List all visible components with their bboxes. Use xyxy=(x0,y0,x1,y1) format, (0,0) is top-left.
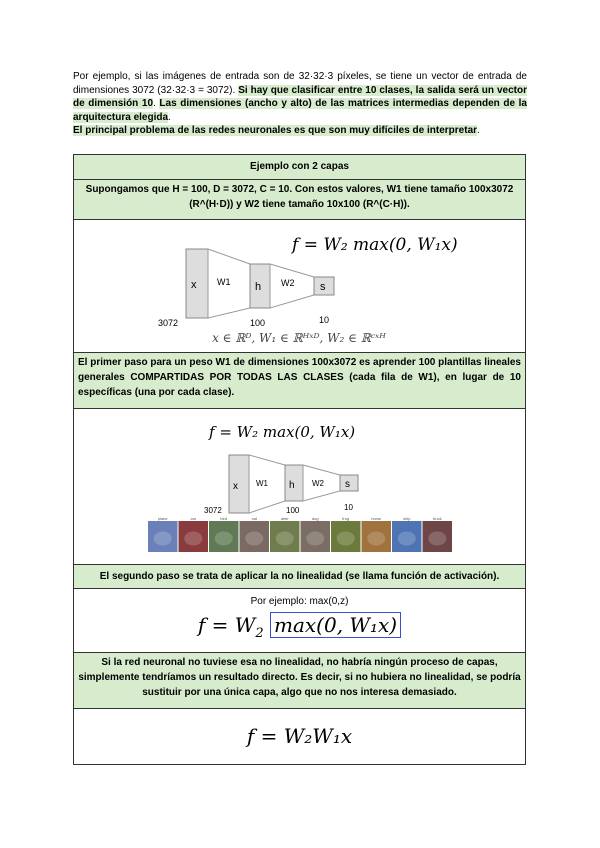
template-blob-ship xyxy=(398,532,416,546)
n-h-label: 100 xyxy=(250,318,266,328)
template-label-frog: frog xyxy=(342,516,350,521)
template-label-ship: ship xyxy=(403,516,411,521)
n-x-label: 3072 xyxy=(158,318,179,328)
template-strip xyxy=(148,516,452,552)
template-blob-truck xyxy=(428,532,446,546)
activation-example: Por ejemplo: max(0,z) xyxy=(250,596,349,607)
template-label-truck: truck xyxy=(432,516,442,521)
n-h-label-2: 100 xyxy=(286,506,300,515)
table-row-diagram-1 xyxy=(74,219,525,352)
template-blob-dog xyxy=(306,532,324,546)
highlighted-activation: max(0, W₁x) xyxy=(270,612,401,638)
table-row-assumptions: Supongamos que H = 100, D = 3072, C = 10. Con estos valores, W1 tiene tamaño 100x3072 (R^(H·D)) y W2 tiene tamaño 10x100 (R^(C·H)). xyxy=(74,179,525,219)
table-row-second-step: El segundo paso se trata de aplicar la no linealidad (se llama función de activación). xyxy=(74,564,525,588)
network-diagram-2 xyxy=(74,409,525,565)
template-label-dog: dog xyxy=(311,516,319,521)
template-blob-deer xyxy=(276,532,294,546)
template-blob-horse xyxy=(367,532,385,546)
w1-label-2: W1 xyxy=(256,479,268,488)
template-label-plane: plane xyxy=(157,516,168,521)
activation-formula: $f = W_2$ max(0, W₁x) xyxy=(74,613,525,641)
intro-text xyxy=(73,70,527,138)
s-label-2: s xyxy=(345,479,350,490)
domain-formula: x ∈ ℝᴰ, W₁ ∈ ℝᴴˣᴰ, W₂ ∈ ℝᶜˣᴴ xyxy=(212,331,386,345)
input-vector-box xyxy=(186,249,208,318)
template-blob-frog xyxy=(337,532,355,546)
template-label-cat: cat xyxy=(251,516,257,521)
table-row-activation xyxy=(74,588,525,652)
w1-label: W1 xyxy=(217,277,231,287)
intro-paragraph-1: Por ejemplo, si las imágenes de entrada son de 32·32·3 píxeles, se tiene un vector de entrada de dimensiones 3072 (32·32·3 = 3072). Si hay que clasificar entre 10 clases, la salida será un vector de dimensión 10. Las dimensiones (ancho y alto) de las matrices intermedias dependen de la arquitectura elegida. xyxy=(73,71,527,123)
template-blob-cat xyxy=(245,532,263,546)
template-label-deer: deer xyxy=(280,516,289,521)
example-table xyxy=(73,154,526,765)
table-row-no-linearity: Si la red neuronal no tuviese esa no linealidad, no habría ningún proceso de capas, simplemente tendríamos un resultado directo. Es decir, si no hubiera no linealidad, se podría sustituir por una única capa, algo que no nos interesa demasiado. xyxy=(74,652,525,708)
n-s-label: 10 xyxy=(319,315,330,325)
formula-f: f = W₂ max(0, W₁x) xyxy=(292,235,458,255)
input-vector-box-2 xyxy=(229,455,249,513)
table-header: Ejemplo con 2 capas xyxy=(74,155,525,179)
h-label-2: h xyxy=(289,480,295,491)
formula-f-2: f = W₂ max(0, W₁x) xyxy=(209,423,356,441)
template-blob-bird xyxy=(215,532,233,546)
s-label: s xyxy=(320,281,326,293)
template-label-bird: bird xyxy=(220,516,228,521)
template-blob-car xyxy=(184,532,202,546)
linear-formula: f = W₂W₁x xyxy=(246,724,353,748)
template-label-horse: horse xyxy=(371,516,382,521)
w2-label-2: W2 xyxy=(312,479,324,488)
w2-label: W2 xyxy=(281,278,295,288)
n-s-label-2: 10 xyxy=(344,503,353,512)
network-diagram-1 xyxy=(74,220,525,353)
table-row-first-step: El primer paso para un peso W1 de dimensiones 100x3072 es aprender 100 plantillas lineales generales COMPARTIDAS POR TODAS LAS CLASES (cada fila de W1), en lugar de 10 específicas (una por cada clase). xyxy=(74,352,525,408)
template-blob-plane xyxy=(154,532,172,546)
table-row-linear-formula xyxy=(74,708,525,764)
x-label-2: x xyxy=(233,481,238,492)
n-x-label-2: 3072 xyxy=(204,506,222,515)
h-label: h xyxy=(255,281,262,293)
intro-paragraph-2: El principal problema de las redes neuronales es que son muy difíciles de interpretar. xyxy=(73,125,480,136)
template-label-car: car xyxy=(190,516,197,521)
x-label: x xyxy=(191,279,197,291)
table-row-diagram-2 xyxy=(74,408,525,564)
